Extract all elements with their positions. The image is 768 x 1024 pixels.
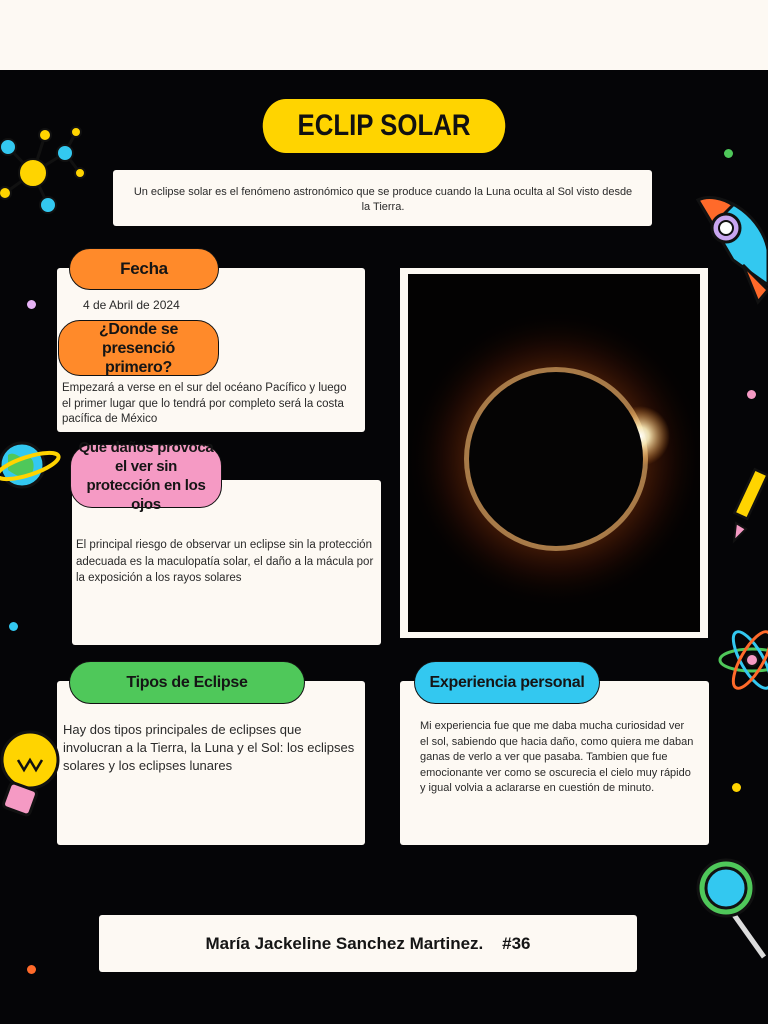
decor-dot (27, 965, 36, 974)
lightbulb-icon (0, 730, 60, 830)
molecule-icon (0, 125, 90, 215)
author-name: María Jackeline Sanchez Martinez. #36 (205, 933, 531, 953)
decor-dot (27, 300, 36, 309)
decor-dot (747, 390, 756, 399)
magnifier-icon (694, 852, 768, 962)
donde-label: ¿Donde se presenció primero? (58, 320, 219, 376)
author-card (99, 915, 637, 972)
planet-icon (0, 430, 62, 500)
decor-dot (9, 622, 18, 631)
intro-card (113, 170, 652, 226)
fecha-label: Fecha (69, 248, 219, 290)
pen-icon (730, 465, 768, 545)
page-title: ECLIP SOLAR (263, 99, 506, 153)
atom-icon (716, 620, 768, 700)
rocket-icon (688, 190, 768, 305)
danos-text: El principal riesgo de observar un eclipse sin la protección adecuada es la maculopatía solar, el daño a la mácula por la exposición a los rayos solares (76, 539, 374, 584)
decor-dot (724, 149, 733, 158)
experiencia-card (400, 681, 709, 845)
fecha-value: 4 de Abril de 2024 (83, 298, 180, 312)
intro-text: Un eclipse solar es el fenómeno astronómico que se produce cuando la Luna oculta al Sol visto desde la Tierra. (133, 186, 633, 213)
eclipse-image (408, 274, 700, 632)
experiencia-text: Mi experiencia fue que me daba mucha curiosidad ver el sol, sabiendo que hacia daño, como quiera me daban ganas de verlo a ver que pasaba. Tambien que fue emocionante ver como se oscurecia el cielo muy rápido y igual volvia a aclararse en cuestión de minuto. (420, 720, 694, 794)
tipos-label: Tipos de Eclipse (69, 661, 305, 704)
donde-text: Empezará a verse en el sur del océano Pacífico y luego el primer lugar que lo tendrá por completo será la costa pacífica de México (62, 382, 347, 425)
tipos-text: Hay dos tipos principales de eclipses que involucran a la Tierra, la Luna y el Sol: los eclipses solares y los eclipses lunares (63, 722, 355, 773)
eclipse-photo (400, 268, 708, 638)
poster (0, 70, 768, 1024)
tipos-card (57, 681, 365, 845)
decor-dot (732, 783, 741, 792)
danos-label: Que daños provoca el ver sin protección en los ojos (70, 444, 222, 508)
experiencia-label: Experiencia personal (414, 661, 600, 704)
